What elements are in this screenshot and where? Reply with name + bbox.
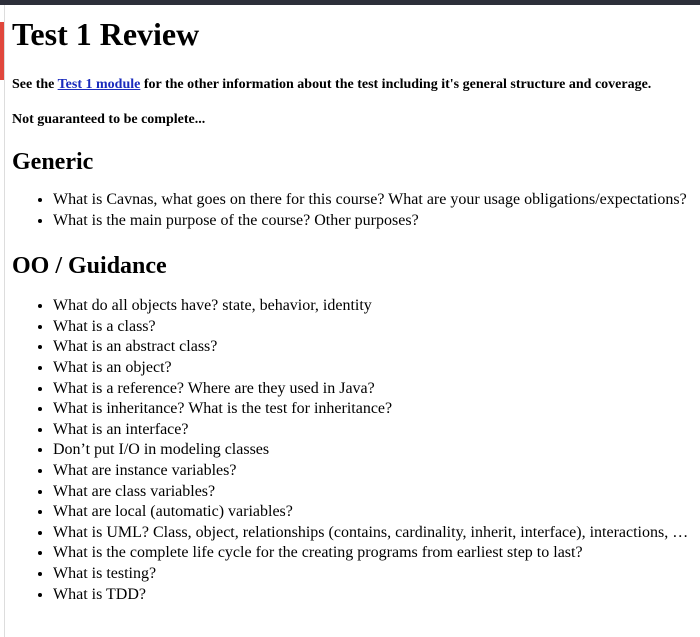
list-item: • What is the main purpose of the course? Other purposes? <box>53 211 700 232</box>
list-item: • What are instance variables? <box>53 461 700 482</box>
oo-guidance-list <box>12 296 700 605</box>
generic-list <box>12 190 700 231</box>
page-title: Test 1 Review <box>12 16 200 52</box>
list-item: • What is a class? <box>53 317 700 338</box>
intro-prefix: See the <box>12 77 58 92</box>
list-item: • What is the complete life cycle for the creating programs from earliest step to last? <box>53 543 700 564</box>
list-item: • What is inheritance? What is the test for inheritance? <box>53 399 700 420</box>
left-border <box>4 5 5 637</box>
section-heading-oo-guidance: OO / Guidance <box>12 253 167 280</box>
list-item: • What is UML? Class, object, relationships (contains, cardinality, inherit, interface), interactions, … <box>53 523 700 544</box>
window-top-bar <box>0 0 700 5</box>
list-item: • What is Cavnas, what goes on there for this course? What are your usage obligations/expectations? <box>53 190 700 211</box>
page-content <box>12 14 700 605</box>
list-item: • What is testing? <box>53 564 700 585</box>
section-heading-generic: Generic <box>12 149 94 175</box>
note-paragraph: Not guaranteed to be complete... <box>12 112 206 127</box>
list-item: • What is an interface? <box>53 420 700 441</box>
list-item: • What is an abstract class? <box>53 337 700 358</box>
active-indicator <box>0 22 4 80</box>
list-item: • What is an object? <box>53 358 700 379</box>
intro-paragraph <box>12 77 700 93</box>
list-item: • What is TDD? <box>53 585 700 606</box>
list-item: • What are local (automatic) variables? <box>53 502 700 523</box>
test-1-module-link[interactable]: Test 1 module <box>57 77 141 92</box>
list-item: • Don’t put I/O in modeling classes <box>53 440 700 461</box>
list-item: • What do all objects have? state, behavior, identity <box>53 296 700 317</box>
list-item: • What is a reference? Where are they used in Java? <box>53 379 700 400</box>
intro-suffix: for the other information about the test including it's general structure and coverage. <box>140 77 652 92</box>
list-item: • What are class variables? <box>53 482 700 503</box>
